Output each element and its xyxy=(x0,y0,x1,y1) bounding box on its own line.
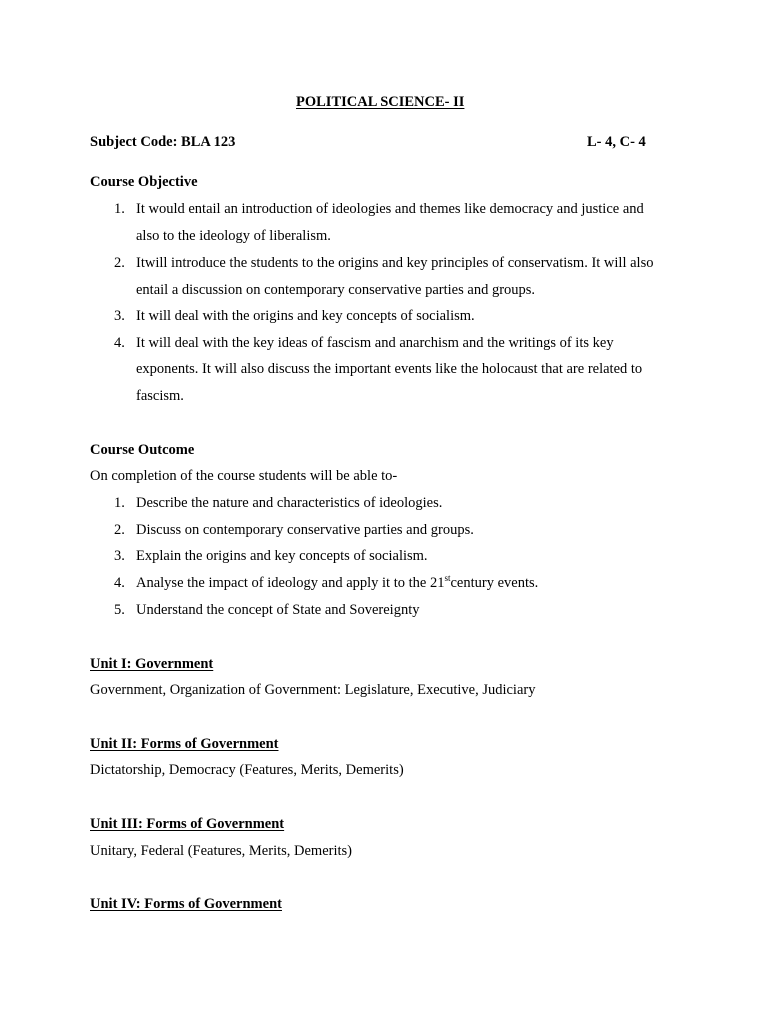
outcome-item-4-text-before: Analyse the impact of ideology and apply it to the 21 xyxy=(136,575,445,591)
unit-2-body: Dictatorship, Democracy (Features, Merits, Demerits) xyxy=(90,762,404,778)
outcome-item-3-text: Explain the origins and key concepts of socialism. xyxy=(136,548,428,564)
objective-item-4-line-2: exponents. It will also discuss the important events like the holocaust that are related to xyxy=(136,361,643,377)
objective-item-1-line-1: It would entail an introduction of ideologies and themes like democracy and justice and xyxy=(136,201,644,217)
outcome-item-3-num: 3. xyxy=(114,548,125,564)
outcome-item-5-num: 5. xyxy=(114,602,125,618)
unit-1-heading: Unit I: Government xyxy=(90,656,214,672)
objective-item-2-line-1: Itwill introduce the students to the origins and key principles of conservatism. It will also xyxy=(136,255,654,271)
objective-item-1-num: 1. xyxy=(114,201,125,217)
objective-item-4-line-3: fascism. xyxy=(136,388,184,404)
objective-item-1-line-2: also to the ideology of liberalism. xyxy=(136,228,331,244)
objective-item-4-num: 4. xyxy=(114,335,125,351)
unit-4-heading: Unit IV: Forms of Government xyxy=(90,896,282,912)
unit-2-heading: Unit II: Forms of Government xyxy=(90,736,279,752)
document-title: POLITICAL SCIENCE- II xyxy=(296,94,465,110)
outcome-item-1-num: 1. xyxy=(114,495,125,511)
objective-item-4-line-1: It will deal with the key ideas of fascism and anarchism and the writings of its key xyxy=(136,335,614,351)
objective-item-3-line-1: It will deal with the origins and key concepts of socialism. xyxy=(136,308,475,324)
objective-item-2-num: 2. xyxy=(114,255,125,271)
outcome-item-4-num: 4. xyxy=(114,575,125,591)
outcome-item-2-num: 2. xyxy=(114,522,125,538)
credits: L- 4, C- 4 xyxy=(587,134,646,150)
objective-item-2-line-2: entail a discussion on contemporary conservative parties and groups. xyxy=(136,282,536,298)
objective-item-3-num: 3. xyxy=(114,308,125,324)
unit-3-heading: Unit III: Forms of Government xyxy=(90,816,285,832)
outcome-heading: Course Outcome xyxy=(90,442,195,458)
outcome-item-4-text-after: century events. xyxy=(450,575,539,591)
ordinal-superscript: st xyxy=(444,573,451,584)
outcome-item-2-text: Discuss on contemporary conservative parties and groups. xyxy=(136,522,474,538)
outcome-item-1-text: Describe the nature and characteristics of ideologies. xyxy=(136,495,443,511)
subject-code: Subject Code: BLA 123 xyxy=(90,134,236,150)
objective-heading: Course Objective xyxy=(90,174,198,190)
outcome-intro: On completion of the course students will be able to- xyxy=(90,468,398,484)
unit-1-body: Government, Organization of Government: Legislature, Executive, Judiciary xyxy=(90,682,536,698)
outcome-item-4-text xyxy=(136,575,538,592)
unit-3-body: Unitary, Federal (Features, Merits, Demerits) xyxy=(90,843,352,859)
outcome-item-5-text: Understand the concept of State and Sovereignty xyxy=(136,602,420,618)
